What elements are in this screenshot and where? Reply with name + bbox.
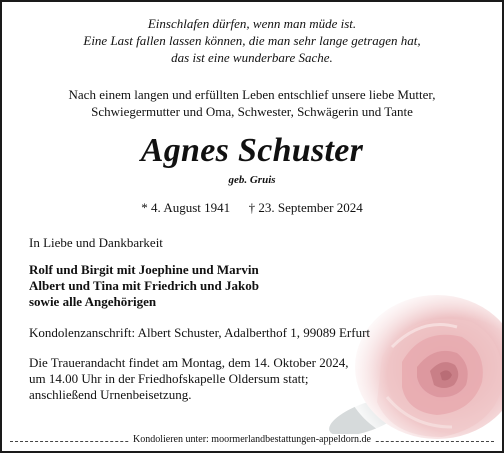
service-info (29, 355, 369, 403)
intro-line-1: Nach einem langen und erfüllten Leben entschlief unsere liebe Mutter, (68, 87, 436, 102)
life-dates (2, 200, 502, 216)
footer-link-text[interactable]: Kondolieren unter: moormerlandbestattungen-appeldorn.de (129, 434, 375, 445)
condolence-address: Kondolenzanschrift: Albert Schuster, Adalberthof 1, 99089 Erfurt (29, 325, 371, 340)
intro-text (2, 86, 502, 120)
service-line-2: um 14.00 Uhr in der Friedhofskapelle Oldersum statt; (29, 371, 309, 386)
dedication: In Liebe und Dankbarkeit (29, 235, 163, 250)
birth-date: * 4. August 1941 (141, 200, 231, 215)
intro-line-2: Schwiegermutter und Oma, Schwester, Schwägerin und Tante (91, 104, 413, 119)
poem (2, 15, 502, 66)
service-line-1: Die Trauerandacht findet am Montag, dem 14. Oktober 2024, (29, 355, 349, 370)
poem-line-2: Eine Last fallen lassen können, die man sehr lange getragen hat, (83, 33, 421, 48)
service-line-3: anschließend Urnenbeisetzung. (29, 387, 192, 402)
death-date: † 23. September 2024 (248, 200, 363, 215)
poem-line-3: das ist eine wunderbare Sache. (171, 50, 333, 65)
maiden-name: geb. Gruis (228, 174, 276, 186)
mourner-line-2: Albert und Tina mit Friedrich und Jakob (29, 278, 259, 293)
footer (2, 434, 502, 445)
deceased-name: Agnes Schuster (140, 132, 364, 169)
mourner-line-3: sowie alle Angehörigen (29, 294, 157, 309)
mourner-line-1: Rolf und Birgit mit Joephine und Marvin (29, 262, 259, 277)
mourners-list (29, 262, 259, 310)
poem-line-1: Einschlafen dürfen, wenn man müde ist. (147, 16, 357, 31)
